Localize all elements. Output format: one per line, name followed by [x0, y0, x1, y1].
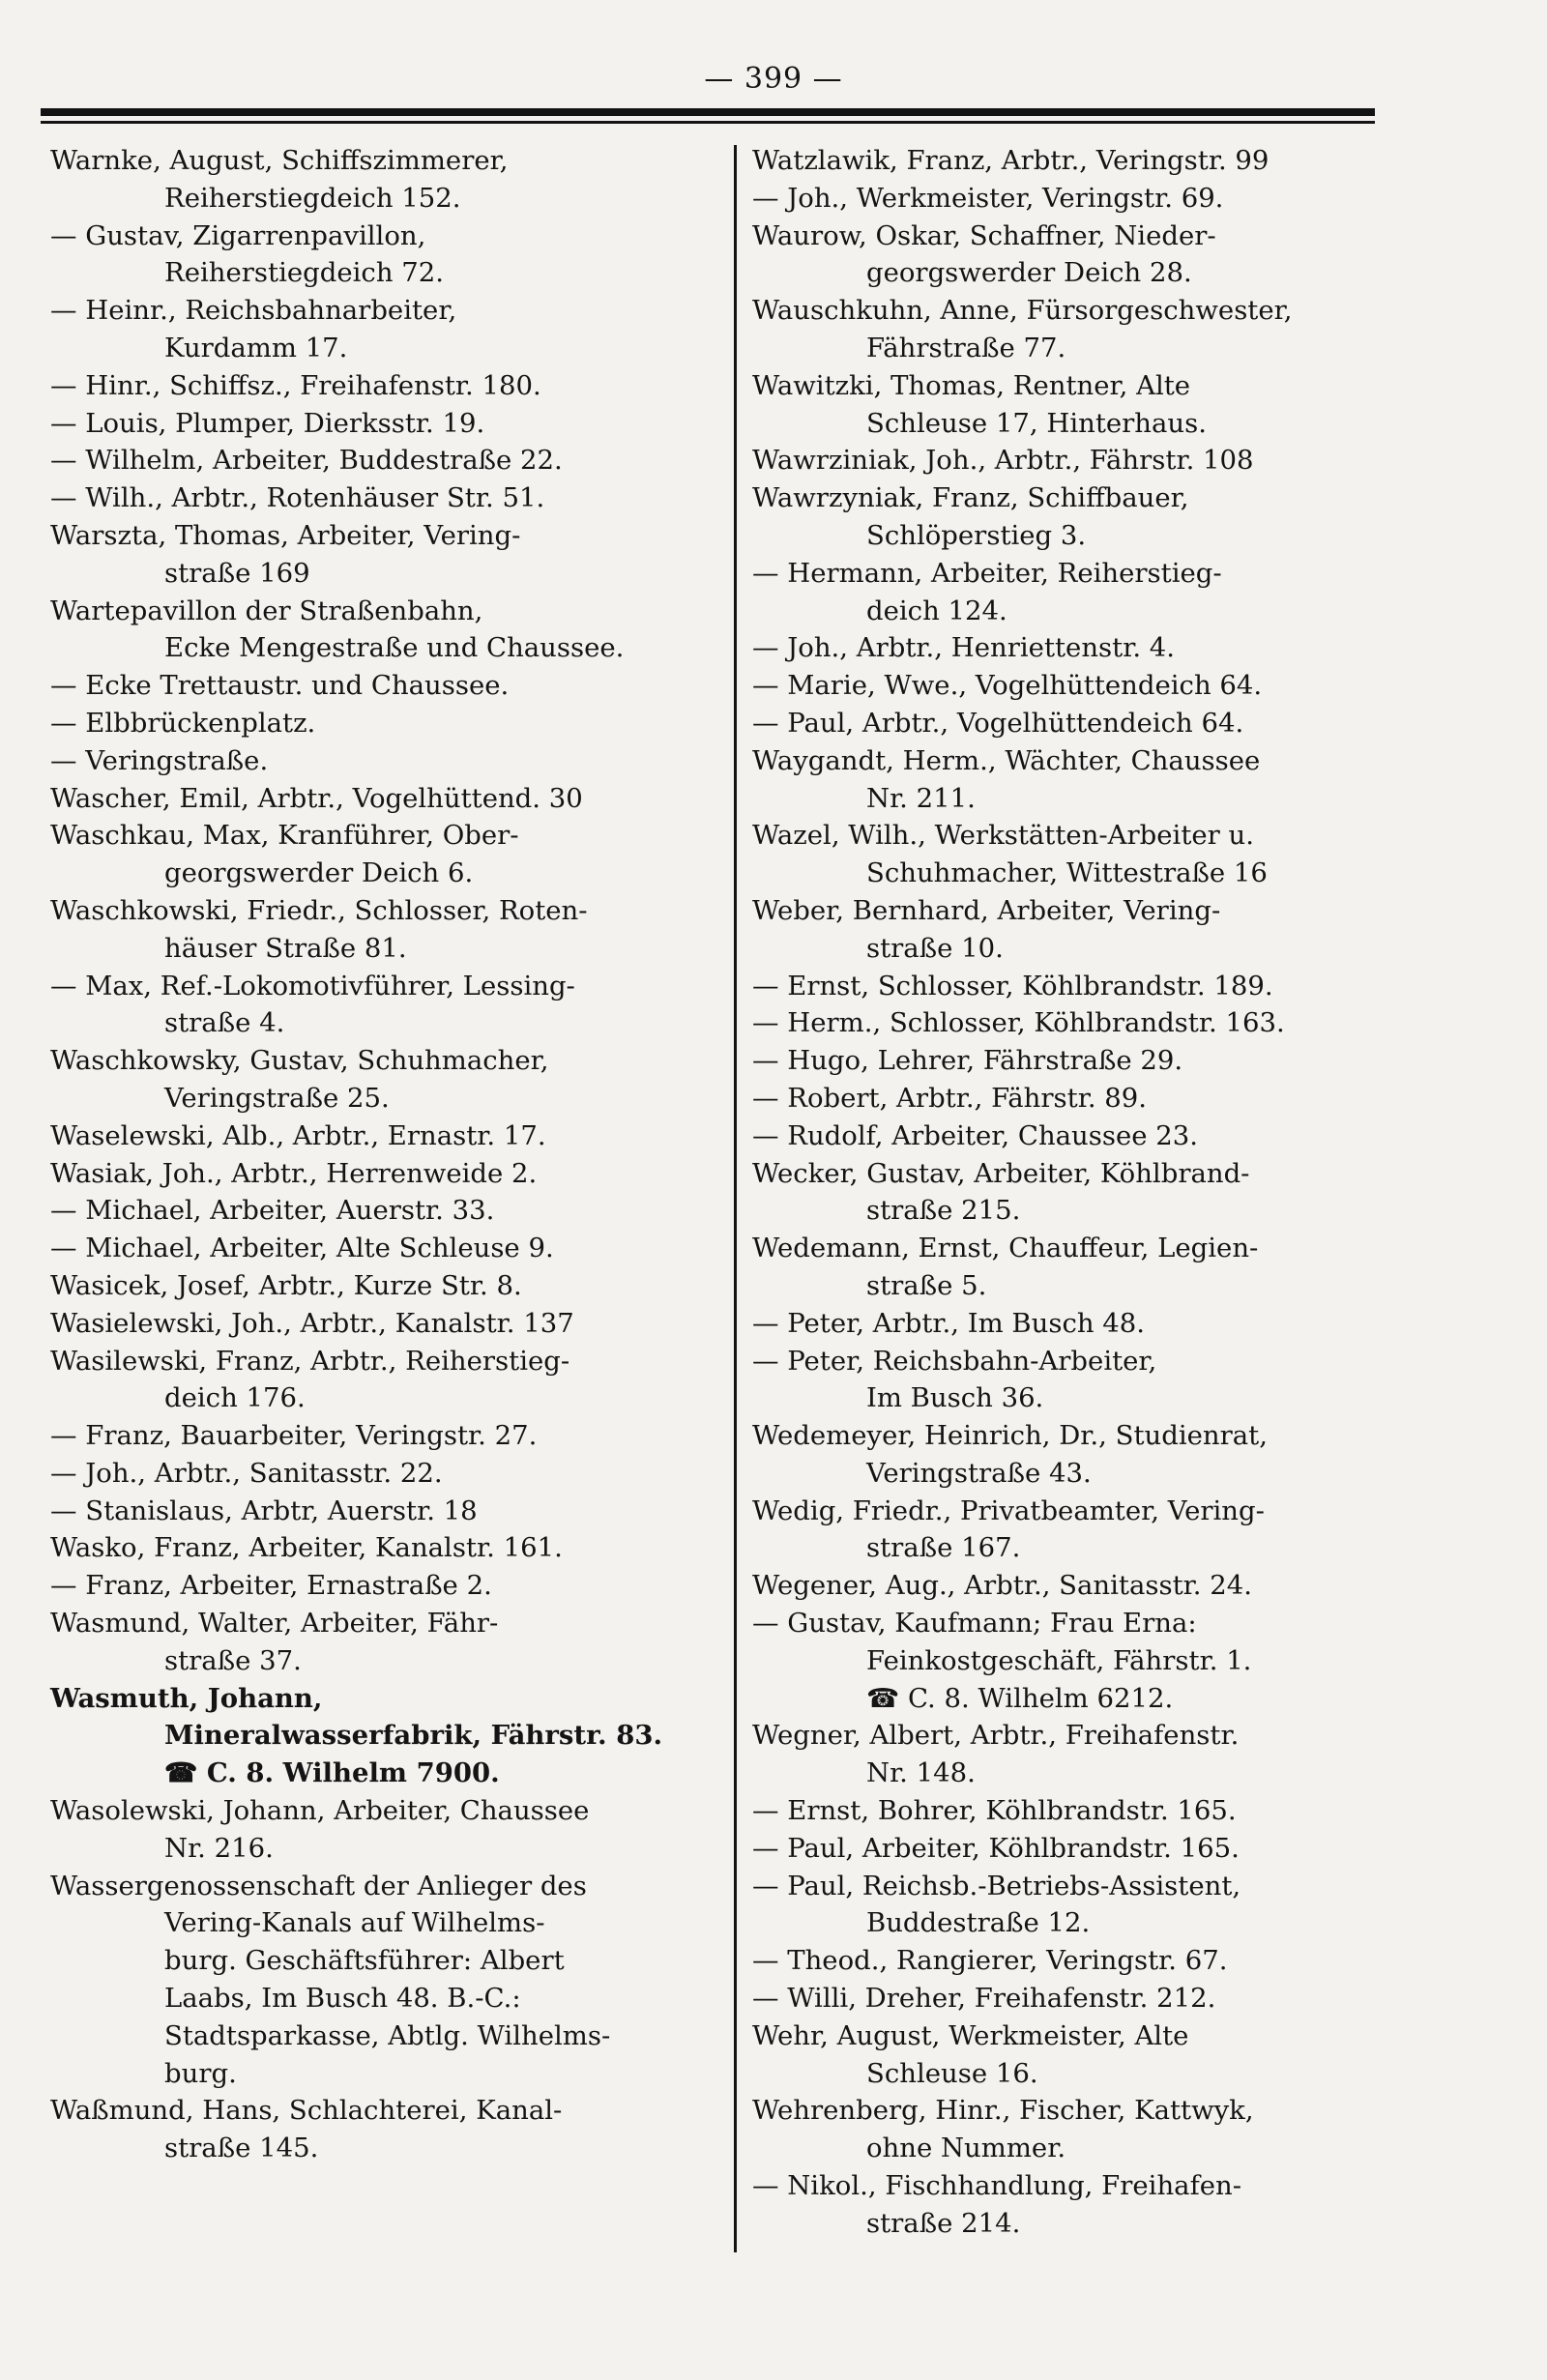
entry-name-line: — Peter, Reichsbahn-Arbeiter, — [752, 1345, 1157, 1377]
column-divider — [734, 145, 737, 2252]
entry-name-line: — Joh., Arbtr., Henriettenstr. 4. — [752, 632, 1176, 664]
entry-name-line: Warnke, August, Schiffszimmerer, — [50, 145, 509, 176]
entry-name-line: Wegener, Aug., Arbtr., Sanitasstr. 24. — [752, 1570, 1252, 1602]
entry-name-line: Wehrenberg, Hinr., Fischer, Kattwyk, — [752, 2095, 1254, 2127]
entry-continuation-line: burg. Geschäftsführer: Albert — [164, 1945, 565, 1977]
left-column — [50, 142, 708, 2167]
entry-continuation-line: Mineralwasserfabrik, Fährstr. 83. — [164, 1720, 663, 1752]
entry-name-line: Wecker, Gustav, Arbeiter, Köhlbrand- — [752, 1157, 1250, 1189]
entry-name-line: Weber, Bernhard, Arbeiter, Vering- — [752, 894, 1221, 926]
directory-entry — [50, 1343, 708, 1418]
entry-continuation-line: Ecke Mengestraße und Chaussee. — [164, 632, 625, 664]
entry-name-line: — Max, Ref.-Lokomotivführer, Lessing- — [50, 970, 575, 1001]
entry-name-line: Wedemann, Ernst, Chauffeur, Legien- — [752, 1233, 1259, 1264]
entry-continuation-line: Veringstraße 43. — [866, 1457, 1092, 1489]
directory-entry — [752, 2092, 1390, 2167]
directory-entry — [752, 1792, 1390, 1830]
entry-name-line: Waschkau, Max, Kranführer, Ober- — [50, 820, 519, 852]
entry-name-line: Waurow, Oskar, Schaffner, Nieder- — [752, 219, 1216, 251]
entry-name-line: Wawrzyniak, Franz, Schiffbauer, — [752, 482, 1189, 514]
entry-continuation-line: Reiherstiegdeich 72. — [164, 257, 445, 289]
entry-name-line: Wasielewski, Joh., Arbtr., Kanalstr. 137 — [50, 1307, 574, 1339]
entry-continuation-line: georgswerder Deich 28. — [866, 257, 1192, 289]
entry-name-line: Waschkowski, Friedr., Schlosser, Roten- — [50, 894, 588, 926]
entry-name-line: — Gustav, Kaufmann; Frau Erna: — [752, 1608, 1197, 1640]
directory-entry — [752, 1942, 1390, 1980]
entry-name-line: — Louis, Plumper, Dierksstr. 19. — [50, 407, 485, 439]
directory-entry — [752, 1717, 1390, 1792]
directory-entry — [752, 1417, 1390, 1493]
entry-name-line: Wehr, August, Werkmeister, Alte — [752, 2019, 1189, 2051]
entry-name-line: — Veringstraße. — [50, 744, 269, 776]
directory-entry — [752, 1343, 1390, 1418]
entry-name-line: — Franz, Bauarbeiter, Veringstr. 27. — [50, 1420, 538, 1452]
directory-entry — [752, 1230, 1390, 1305]
entry-continuation-line: deich 176. — [164, 1382, 306, 1414]
directory-entry — [50, 1455, 708, 1493]
entry-name-line: — Joh., Arbtr., Sanitasstr. 22. — [50, 1457, 443, 1489]
directory-entry — [50, 593, 708, 668]
entry-name-line: — Ernst, Bohrer, Köhlbrandstr. 165. — [752, 1795, 1237, 1827]
entry-name-line: — Herm., Schlosser, Köhlbrandstr. 163. — [752, 1007, 1285, 1039]
directory-entry — [752, 1305, 1390, 1343]
directory-entry — [752, 1605, 1390, 1717]
directory-entry — [50, 742, 708, 780]
entry-name-line: Waschkowsky, Gustav, Schuhmacher, — [50, 1045, 549, 1077]
directory-entry — [50, 218, 708, 293]
entry-continuation-line: Kurdamm 17. — [164, 332, 348, 363]
entry-continuation-line: straße 145. — [164, 2133, 319, 2164]
header-rule-thick — [41, 108, 1375, 116]
page-number: — 399 — — [704, 62, 843, 96]
entry-name-line: Wartepavillon der Straßenbahn, — [50, 595, 483, 626]
entry-name-line: Waygandt, Herm., Wächter, Chaussee — [752, 744, 1261, 776]
directory-entry — [752, 1980, 1390, 2017]
entry-name-line: — Paul, Arbeiter, Köhlbrandstr. 165. — [752, 1832, 1240, 1864]
directory-entry — [50, 1605, 708, 1680]
directory-entry — [752, 2017, 1390, 2093]
entry-name-line: Wedemeyer, Heinrich, Dr., Studienrat, — [752, 1420, 1268, 1452]
directory-entry — [752, 705, 1390, 742]
entry-name-line: — Elbbrückenplatz. — [50, 707, 316, 739]
directory-entry — [50, 1868, 708, 2093]
entry-name-line: — Peter, Arbtr., Im Busch 48. — [752, 1307, 1146, 1339]
entry-continuation-line: Reiherstiegdeich 152. — [164, 182, 461, 214]
directory-entry — [50, 517, 708, 593]
entry-name-line: Wasilewski, Franz, Arbtr., Reiherstieg- — [50, 1345, 570, 1377]
entry-name-line: — Willi, Dreher, Freihafenstr. 212. — [752, 1983, 1216, 2015]
entry-continuation-line: georgswerder Deich 6. — [164, 857, 474, 889]
directory-entry — [752, 1080, 1390, 1117]
directory-entry — [752, 817, 1390, 892]
entry-name-line: Wawitzki, Thomas, Rentner, Alte — [752, 369, 1191, 401]
entry-continuation-line: ☎ C. 8. Wilhelm 7900. — [164, 1757, 500, 1789]
entry-name-line: Warszta, Thomas, Arbeiter, Vering- — [50, 519, 521, 551]
directory-entry — [50, 1117, 708, 1155]
entry-name-line: Wasmund, Walter, Arbeiter, Fähr- — [50, 1608, 499, 1640]
directory-entry — [50, 442, 708, 479]
directory-entry — [50, 667, 708, 705]
entry-name-line: — Hinr., Schiffsz., Freihafenstr. 180. — [50, 369, 541, 401]
entry-continuation-line: burg. — [164, 2057, 237, 2089]
directory-entry — [752, 1155, 1390, 1231]
entry-name-line: — Paul, Arbtr., Vogelhüttendeich 64. — [752, 707, 1244, 739]
directory-entry — [752, 1868, 1390, 1943]
entry-continuation-line: deich 124. — [866, 595, 1007, 626]
entry-continuation-line: Fährstraße 77. — [866, 332, 1066, 363]
entry-continuation-line: Schleuse 16. — [866, 2057, 1038, 2089]
directory-entry — [752, 1493, 1390, 1568]
entry-name-line: — Michael, Arbeiter, Alte Schleuse 9. — [50, 1233, 554, 1264]
entry-name-line: Waselewski, Alb., Arbtr., Ernastr. 17. — [50, 1119, 546, 1151]
directory-entry — [752, 629, 1390, 667]
entry-name-line: — Marie, Wwe., Vogelhüttendeich 64. — [752, 670, 1263, 702]
directory-entry — [752, 1117, 1390, 1155]
directory-entry — [50, 705, 708, 742]
entry-name-line: — Robert, Arbtr., Fährstr. 89. — [752, 1082, 1148, 1114]
entry-continuation-line: straße 215. — [866, 1195, 1021, 1227]
entry-continuation-line: straße 5. — [866, 1269, 987, 1301]
entry-name-line: — Wilh., Arbtr., Rotenhäuser Str. 51. — [50, 482, 545, 514]
entry-name-line: — Hermann, Arbeiter, Reiherstieg- — [752, 557, 1222, 589]
entry-continuation-line: Schleuse 17, Hinterhaus. — [866, 407, 1207, 439]
entry-name-line: Wazel, Wilh., Werkstätten-Arbeiter u. — [752, 820, 1255, 852]
entry-name-line: — Michael, Arbeiter, Auerstr. 33. — [50, 1195, 495, 1227]
directory-entry — [50, 1192, 708, 1230]
directory-entry — [752, 742, 1390, 818]
entry-continuation-line: Veringstraße 25. — [164, 1082, 390, 1114]
directory-entry — [50, 1042, 708, 1117]
entry-continuation-line: Stadtsparkasse, Abtlg. Wilhelms- — [164, 2019, 611, 2051]
entry-name-line: Wasmuth, Johann, — [50, 1682, 323, 1714]
entry-name-line: — Ecke Trettaustr. und Chaussee. — [50, 670, 510, 702]
entry-continuation-line: Nr. 211. — [866, 782, 976, 814]
entry-continuation-line: Feinkostgeschäft, Fährstr. 1. — [866, 1644, 1252, 1676]
directory-entry — [50, 1792, 708, 1868]
entry-name-line: Wedig, Friedr., Privatbeamter, Vering- — [752, 1495, 1265, 1526]
entry-continuation-line: straße 4. — [164, 1007, 285, 1039]
directory-entry — [50, 2092, 708, 2167]
entry-name-line: — Hugo, Lehrer, Fährstraße 29. — [752, 1045, 1183, 1077]
entry-name-line: — Franz, Arbeiter, Ernastraße 2. — [50, 1570, 492, 1602]
entry-continuation-line: Nr. 148. — [866, 1757, 976, 1789]
directory-entry — [50, 292, 708, 367]
entry-name-line: Wassergenossenschaft der Anlieger des — [50, 1870, 587, 1901]
entry-continuation-line: straße 169 — [164, 557, 310, 589]
entry-name-line: — Nikol., Fischhandlung, Freihafen- — [752, 2170, 1242, 2202]
directory-entry — [50, 1680, 708, 1792]
directory-entry — [752, 142, 1390, 180]
entry-continuation-line: ☎ C. 8. Wilhelm 6212. — [866, 1682, 1174, 1714]
directory-entry — [50, 367, 708, 405]
entry-name-line: Wegner, Albert, Arbtr., Freihafenstr. — [752, 1720, 1240, 1752]
entry-name-line: Wasiak, Joh., Arbtr., Herrenweide 2. — [50, 1157, 538, 1189]
directory-entry — [50, 479, 708, 517]
directory-entry — [752, 367, 1390, 443]
directory-entry — [752, 1567, 1390, 1605]
entry-continuation-line: straße 214. — [866, 2207, 1021, 2239]
directory-entry — [50, 1267, 708, 1305]
directory-entry — [752, 1004, 1390, 1042]
entry-continuation-line: ohne Nummer. — [866, 2133, 1066, 2164]
entry-continuation-line: häuser Straße 81. — [164, 932, 407, 964]
entry-continuation-line: Buddestraße 12. — [866, 1907, 1091, 1939]
directory-entry — [50, 1155, 708, 1193]
directory-entry — [50, 142, 708, 218]
entry-name-line: Wasko, Franz, Arbeiter, Kanalstr. 161. — [50, 1532, 563, 1564]
directory-entry — [752, 1830, 1390, 1868]
directory-entry — [752, 218, 1390, 293]
directory-entry — [50, 1417, 708, 1455]
entry-name-line: Watzlawik, Franz, Arbtr., Veringstr. 99 — [752, 145, 1270, 176]
directory-entry — [752, 892, 1390, 968]
entry-continuation-line: straße 167. — [866, 1532, 1021, 1564]
entry-name-line: — Ernst, Schlosser, Köhlbrandstr. 189. — [752, 970, 1273, 1001]
directory-entry — [50, 780, 708, 818]
directory-entry — [50, 817, 708, 892]
directory-entry — [752, 555, 1390, 630]
entry-continuation-line: Laabs, Im Busch 48. B.-C.: — [164, 1983, 521, 2015]
directory-entry — [50, 892, 708, 968]
entry-name-line: — Paul, Reichsb.-Betriebs-Assistent, — [752, 1870, 1241, 1901]
entry-name-line: Wascher, Emil, Arbtr., Vogelhüttend. 30 — [50, 782, 583, 814]
entry-continuation-line: straße 10. — [866, 932, 1004, 964]
entry-name-line: — Heinr., Reichsbahnarbeiter, — [50, 295, 457, 327]
directory-entry — [752, 968, 1390, 1005]
entry-continuation-line: Schuhmacher, Wittestraße 16 — [866, 857, 1268, 889]
directory-entry — [752, 292, 1390, 367]
directory-entry — [50, 1230, 708, 1267]
entry-name-line: — Joh., Werkmeister, Veringstr. 69. — [752, 182, 1224, 214]
directory-entry — [752, 667, 1390, 705]
directory-entry — [50, 1305, 708, 1343]
directory-entry — [752, 180, 1390, 218]
directory-entry — [50, 968, 708, 1043]
entry-name-line: Wasolewski, Johann, Arbeiter, Chaussee — [50, 1795, 590, 1827]
entry-continuation-line: Nr. 216. — [164, 1832, 274, 1864]
entry-name-line: Wasicek, Josef, Arbtr., Kurze Str. 8. — [50, 1269, 522, 1301]
directory-entry — [50, 1493, 708, 1530]
directory-entry — [50, 1567, 708, 1605]
entry-name-line: — Stanislaus, Arbtr, Auerstr. 18 — [50, 1495, 478, 1526]
entry-continuation-line: straße 37. — [164, 1644, 302, 1676]
entry-name-line: — Theod., Rangierer, Veringstr. 67. — [752, 1945, 1228, 1977]
directory-entry — [752, 2167, 1390, 2243]
right-column — [752, 142, 1390, 2243]
entry-name-line: Wauschkuhn, Anne, Fürsorgeschwester, — [752, 295, 1293, 327]
entry-name-line: — Rudolf, Arbeiter, Chaussee 23. — [752, 1119, 1199, 1151]
directory-entry — [50, 1529, 708, 1567]
directory-entry — [752, 479, 1390, 555]
header-rule-thin — [41, 121, 1375, 124]
entry-continuation-line: Im Busch 36. — [866, 1382, 1044, 1414]
entry-name-line: Wawrziniak, Joh., Arbtr., Fährstr. 108 — [752, 445, 1254, 477]
entry-name-line: — Wilhelm, Arbeiter, Buddestraße 22. — [50, 445, 563, 477]
entry-continuation-line: Schlöperstieg 3. — [866, 519, 1087, 551]
entry-name-line: Waßmund, Hans, Schlachterei, Kanal- — [50, 2095, 563, 2127]
entry-continuation-line: Vering-Kanals auf Wilhelms- — [164, 1907, 545, 1939]
directory-entry — [50, 405, 708, 443]
entry-name-line: — Gustav, Zigarrenpavillon, — [50, 219, 426, 251]
directory-entry — [752, 1042, 1390, 1080]
directory-entry — [752, 442, 1390, 479]
